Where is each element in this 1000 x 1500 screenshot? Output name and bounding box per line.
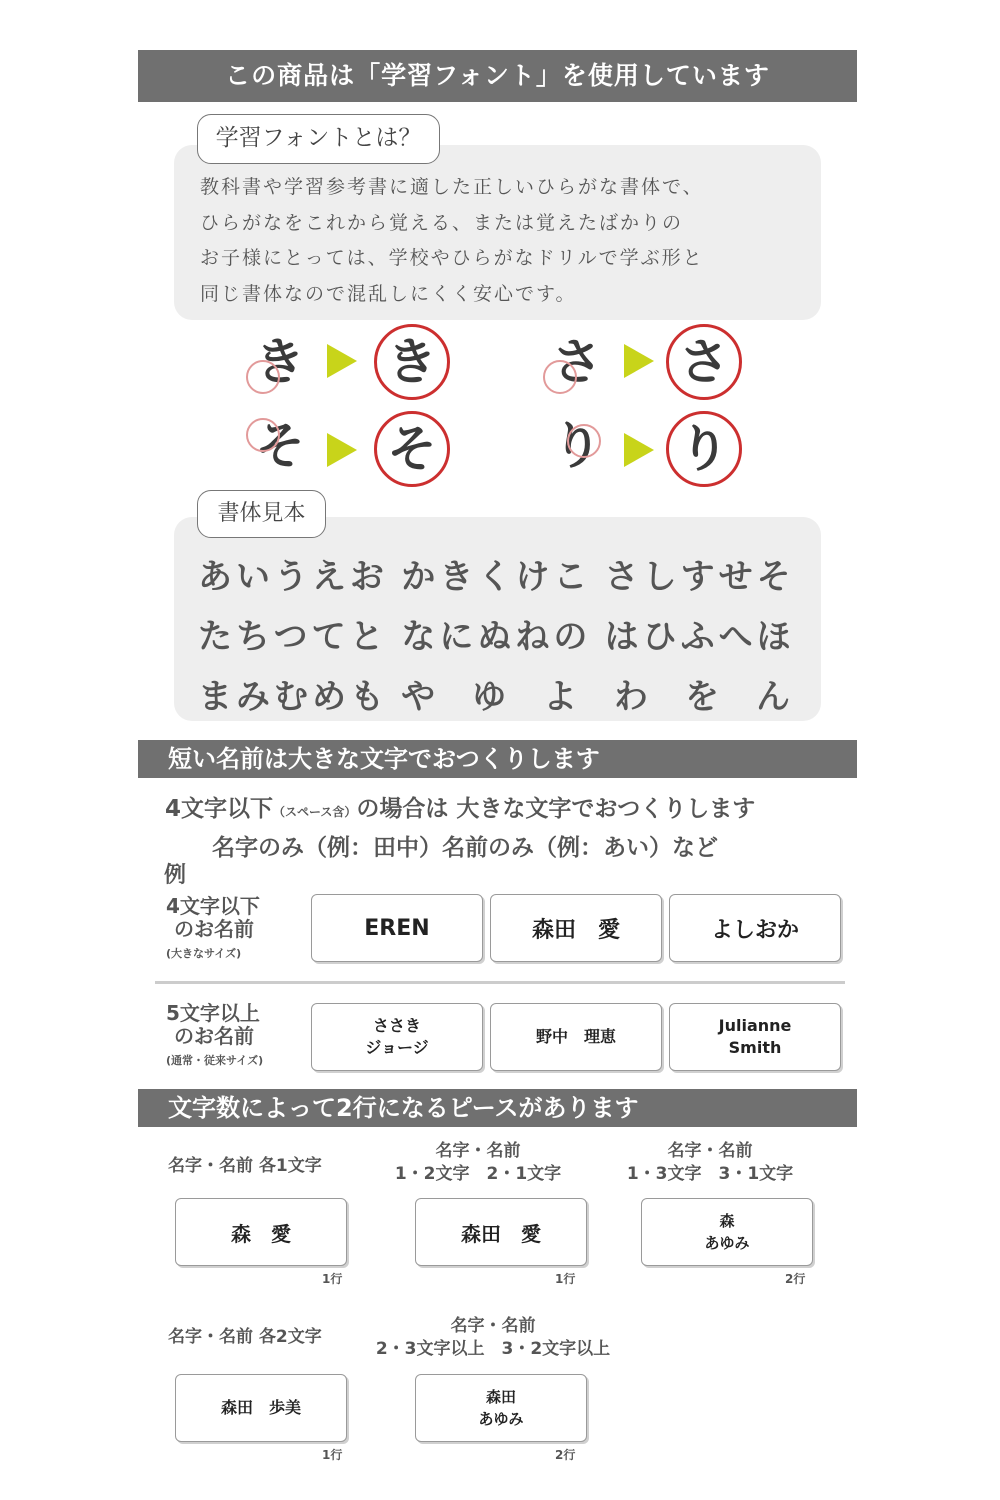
name-sticker-sample: 森田 歩美	[175, 1374, 347, 1442]
learning-glyph: き	[374, 324, 450, 400]
difference-mark-icon	[246, 418, 280, 452]
short-name-row-label: 4文字以下 のお名前 (大きなサイズ)	[166, 894, 260, 960]
about-line: ひらがなをこれから覚える、または覚えたばかりの	[200, 211, 684, 234]
example-label: 例	[164, 863, 187, 888]
section-banner-two-lines: 文字数によって2行になるピースがあります	[138, 1089, 857, 1127]
case-label: 名字・名前 各2文字	[168, 1327, 322, 1347]
standard-glyph: さ	[547, 332, 607, 392]
standard-glyph: き	[250, 332, 310, 392]
line-count: 1行	[555, 1272, 576, 1286]
arrow-right-icon	[327, 433, 357, 467]
long-name-row-label: 5文字以上 のお名前 (通常・従来サイズ)	[166, 1001, 264, 1067]
line-count: 1行	[322, 1448, 343, 1462]
short-name-examples: 名字のみ（例：田中）名前のみ（例：あい）など	[212, 835, 718, 861]
difference-mark-icon	[567, 424, 601, 458]
kana-group: さしすせそ	[604, 556, 795, 597]
kana-char: ん	[755, 676, 790, 717]
case-label: 名字・名前 1・3文字 3・1文字	[626, 1141, 794, 1184]
learning-glyph: そ	[374, 411, 450, 487]
name-sticker-sample: 森田 あゆみ	[415, 1374, 587, 1442]
case-label: 名字・名前 2・3文字以上 3・2文字以上	[375, 1316, 611, 1359]
arrow-right-icon	[624, 433, 654, 467]
standard-glyph: そ	[250, 416, 310, 476]
kana-sample-grid	[198, 543, 808, 723]
line-count: 2行	[785, 1272, 806, 1286]
difference-mark-icon	[543, 360, 577, 394]
kana-group: まみむめも	[198, 676, 388, 717]
kana-group: なにぬねの	[401, 616, 592, 657]
kana-char: よ	[543, 676, 578, 717]
name-sticker-sample: ささき ジョージ	[311, 1003, 483, 1071]
case-label: 名字・名前 各1文字	[168, 1156, 322, 1176]
arrow-right-icon	[327, 344, 357, 378]
difference-mark-icon	[246, 360, 280, 394]
kana-group: はひふへほ	[604, 616, 795, 657]
about-line: 教科書や学習参考書に適した正しいひらがな書体で、	[200, 176, 704, 198]
header-banner: この商品は「学習フォント」を使用しています	[138, 50, 857, 102]
kana-row	[198, 543, 808, 603]
name-sticker-sample: 森 あゆみ	[641, 1198, 813, 1266]
kana-char: や	[401, 676, 436, 717]
case-label: 名字・名前 1・2文字 2・1文字	[394, 1141, 562, 1184]
arrow-right-icon	[624, 344, 654, 378]
learning-glyph: さ	[666, 324, 742, 400]
font-sample-tab-label: 書体見本	[197, 490, 326, 538]
kana-group: あいうえお	[198, 556, 388, 597]
kana-group	[401, 669, 808, 718]
name-sticker-sample: よしおか	[669, 894, 841, 962]
short-name-rule: 4文字以下（スペース含）の場合は 大きな文字でおつくりします	[165, 796, 756, 822]
kana-row	[198, 603, 808, 663]
name-sticker-sample: Julianne Smith	[669, 1003, 841, 1071]
kana-char: わ	[614, 676, 649, 717]
name-sticker-sample: 森田 愛	[490, 894, 662, 962]
section-banner-short-names: 短い名前は大きな文字でおつくりします	[138, 740, 857, 778]
name-sticker-sample: 森 愛	[175, 1198, 347, 1266]
kana-char: を	[685, 676, 720, 717]
about-tab-label: 学習フォントとは？	[197, 114, 440, 164]
standard-glyph: り	[552, 417, 602, 475]
line-count: 2行	[555, 1448, 576, 1462]
name-sticker-sample: EREN	[311, 894, 483, 962]
name-sticker-sample: 森田 愛	[415, 1198, 587, 1266]
divider	[155, 981, 845, 984]
about-line: お子様にとっては、学校やひらがなドリルで学ぶ形と	[200, 247, 704, 269]
kana-char: ゆ	[472, 676, 507, 717]
line-count: 1行	[322, 1272, 343, 1286]
about-line: 同じ書体なので混乱しにくく安心です。	[200, 282, 577, 305]
about-description	[200, 170, 810, 312]
kana-row	[198, 663, 808, 723]
name-sticker-sample: 野中 理恵	[490, 1003, 662, 1071]
learning-glyph: り	[666, 411, 742, 487]
kana-group: かきくけこ	[401, 556, 592, 597]
kana-group: たちつてと	[198, 616, 388, 657]
